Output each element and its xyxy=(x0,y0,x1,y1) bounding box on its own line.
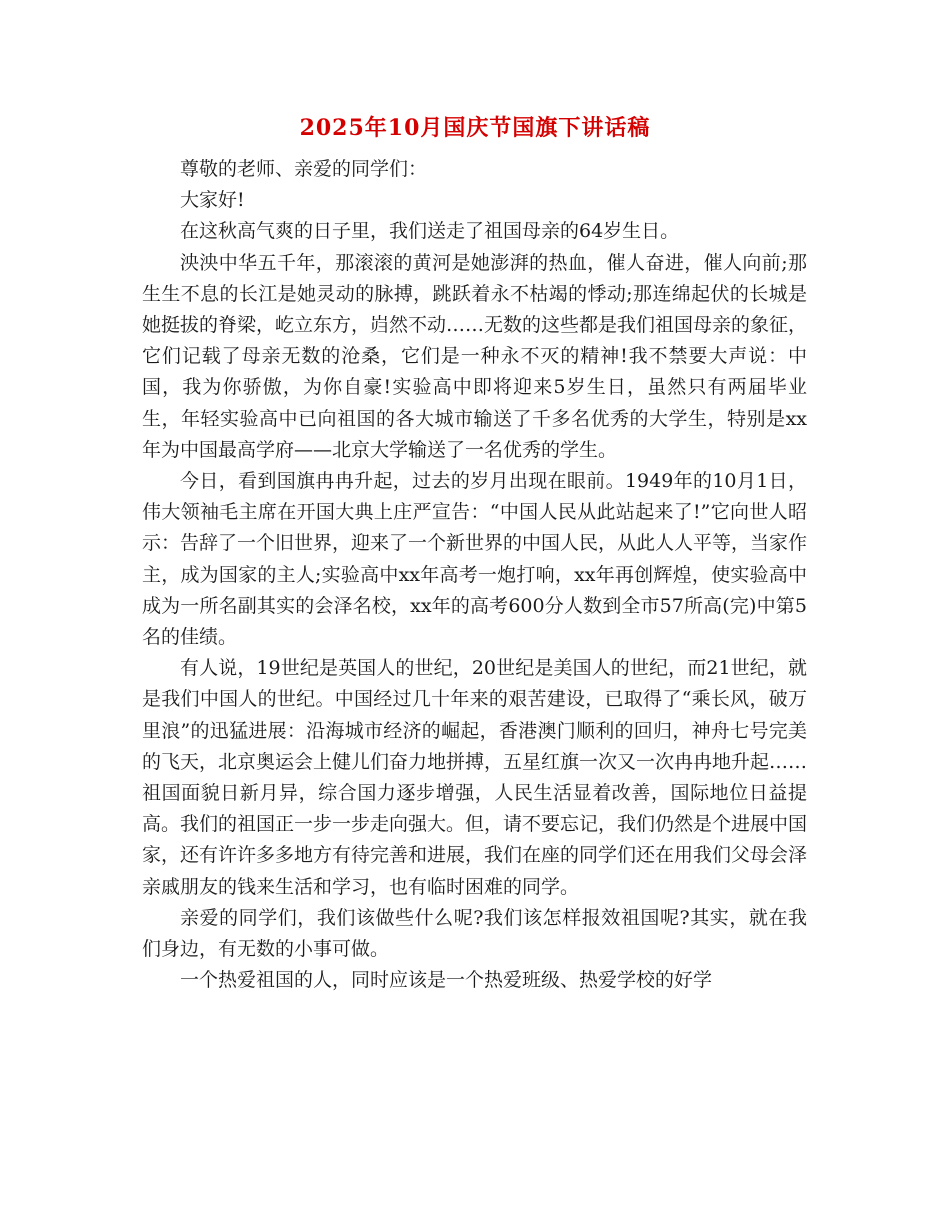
document-body xyxy=(142,154,807,996)
paragraph-salutation: 尊敬的老师、亲爱的同学们： xyxy=(180,158,428,180)
paragraph-founding: 今日，看到国旗冉冉升起，过去的岁月出现在眼前。1949年的10月1日，伟大领袖毛主席在开国大典上庄严宣告：“中国人民从此站起来了!”它向世人昭示：告辞了一个旧世界，迎来了一个新世界的中国人民，从此人人平等，当家作主，成为国家的主人;实验高中xx年高考一炮打响，xx年再创辉煌，使实验高中成为一所名副其实的会泽名校，xx年的高考600分人数到全市57所高(完)中第5名的佳绩。 xyxy=(142,470,808,649)
paragraph-century: 有人说，19世纪是英国人的世纪，20世纪是美国人的世纪，而21世纪，就是我们中国人的世纪。中国经过几十年来的艰苦建设，已取得了“乘长风，破万里浪”的迅猛进展：沿海城市经济的崛起，香港澳门顺利的回归，神舟七号完美的飞天，北京奥运会上健儿们奋力地拼搏，五星红旗一次又一次冉冉地升起……祖国面貌日新月异，综合国力逐步增强，人民生活显着改善，国际地位日益提高。我们的祖国正一步一步走向强大。但，请不要忘记，我们仍然是个进展中国家，还有许许多多地方有待完善和进展，我们在座的同学们还在用我们父母会泽亲戚朋友的钱来生活和学习，也有临时困难的同学。 xyxy=(142,657,808,898)
paragraph-question: 亲爱的同学们，我们该做些什么呢?我们该怎样报效祖国呢?其实，就在我们身边，有无数的小事可做。 xyxy=(142,906,807,961)
document-title: 2025年10月国庆节国旗下讲话稿 xyxy=(299,115,651,141)
paragraph-china-symbols: 泱泱中华五千年，那滚滚的黄河是她澎湃的热血，催人奋进，催人向前;那生生不息的长江是她灵动的脉搏，跳跃着永不枯竭的悸动;那连绵起伏的长城是她挺拔的脊梁，屹立东方，岿然不动……无数的这些都是我们祖国母亲的象征，它们记载了母亲无数的沧桑，它们是一种永不灭的精神!我不禁要大声说：中国，我为你骄傲，为你自豪!实验高中即将迎来5岁生日，虽然只有两届毕业生，年轻实验高中已向祖国的各大城市输送了千多名优秀的大学生，特别是xx年为中国最高学府——北京大学输送了一名优秀的学生。 xyxy=(142,251,808,461)
paragraph-birthday: 在这秋高气爽的日子里，我们送走了祖国母亲的64岁生日。 xyxy=(180,220,680,243)
paragraph-greeting: 大家好! xyxy=(180,189,245,212)
paragraph-love-school: 一个热爱祖国的人，同时应该是一个热爱班级、热爱学校的好学 xyxy=(180,969,713,992)
